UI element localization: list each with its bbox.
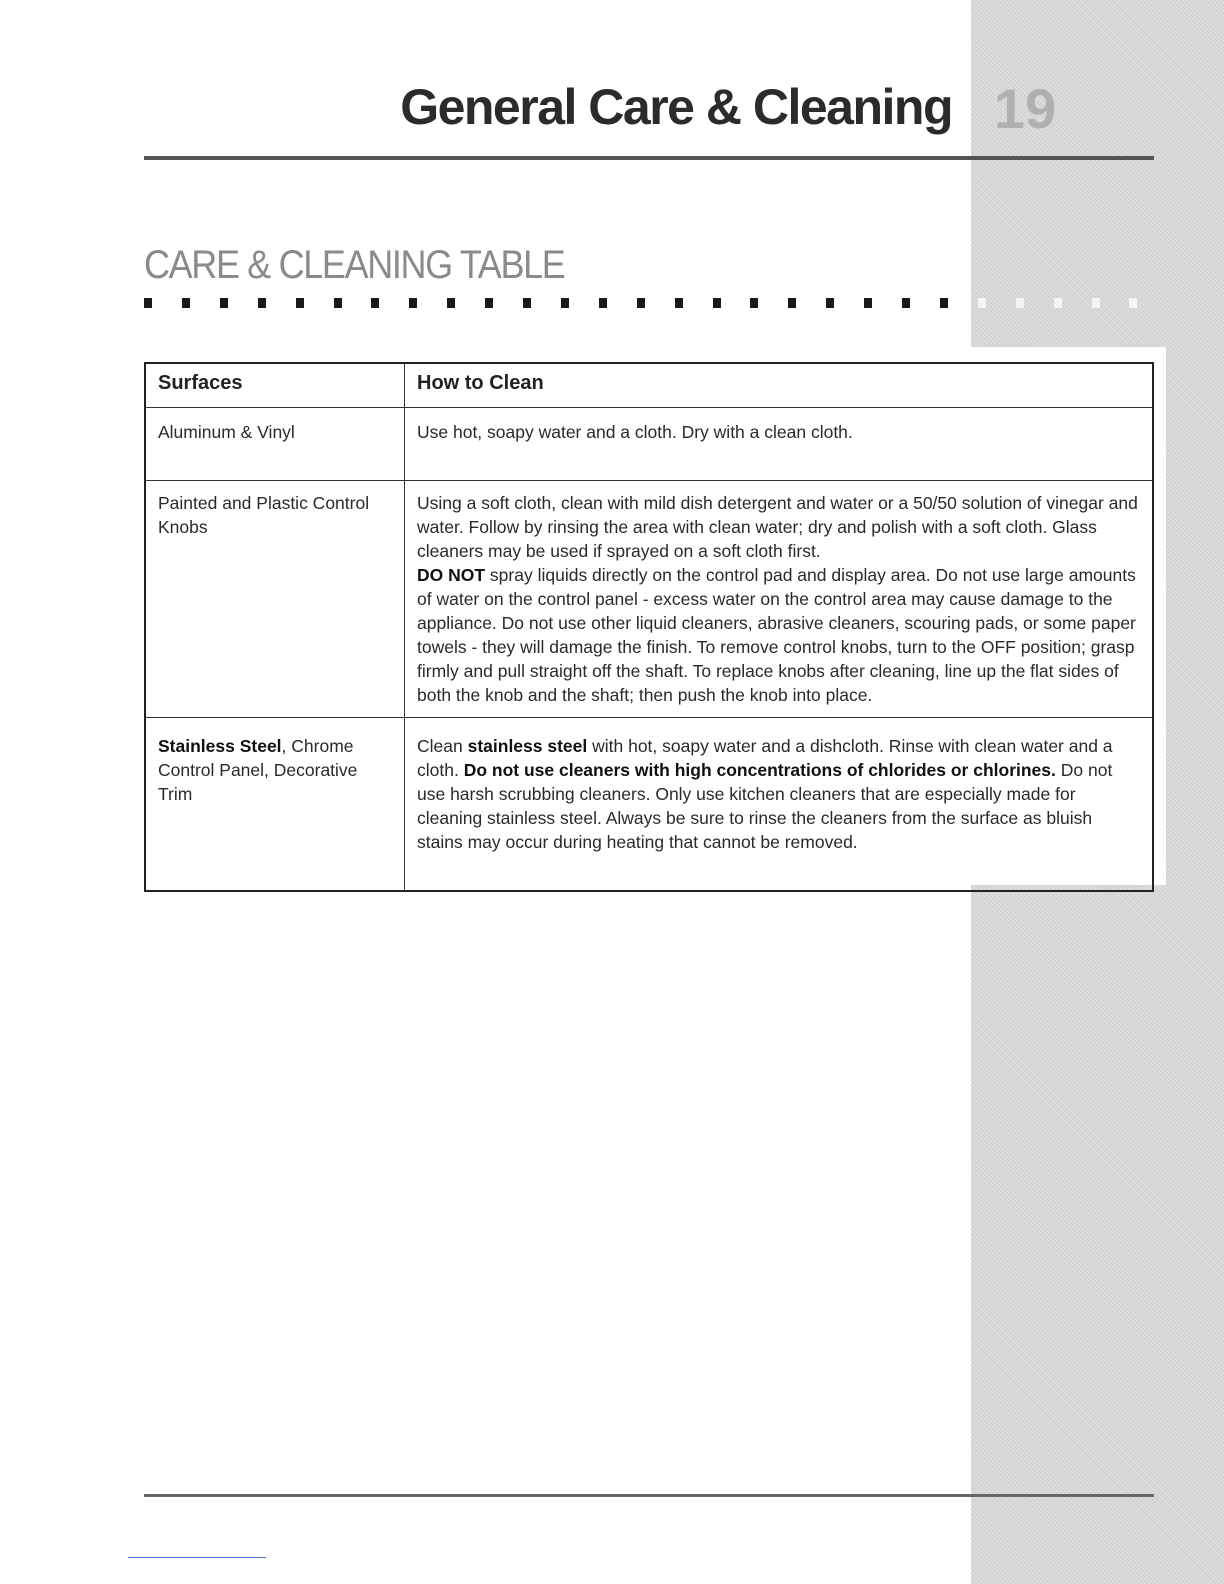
separator-square: [978, 298, 986, 308]
footer-divider: [144, 1494, 1154, 1497]
separator-square: [371, 298, 379, 308]
footer-underline: [128, 1557, 266, 1558]
separator-square: [561, 298, 569, 308]
separator-square: [485, 298, 493, 308]
surface-bold-label: Stainless Steel: [158, 735, 282, 756]
table-header-row: [145, 363, 1153, 407]
page-header-title: General Care & Cleaning: [400, 79, 952, 135]
section-title: CARE & CLEANING TABLE: [144, 243, 565, 287]
separator-square: [675, 298, 683, 308]
table-row: [145, 407, 1153, 480]
separator-square: [409, 298, 417, 308]
separator-square: [220, 298, 228, 308]
clean-text-mid: with hot, soapy water and a dishcloth. Rinse with clean water and a cloth.: [417, 735, 1113, 780]
surface-cell: Painted and Plastic Control Knobs: [145, 480, 405, 717]
separator-square: [637, 298, 645, 308]
separator-square: [1016, 298, 1024, 308]
separator-square: [334, 298, 342, 308]
table-row: [145, 480, 1153, 717]
how-to-clean-cell: [405, 480, 1154, 717]
separator-square: [902, 298, 910, 308]
surface-cell: [145, 717, 405, 891]
how-to-clean-cell: [405, 717, 1154, 891]
surface-label-rest: , Chrome Control Panel, Decorative Trim: [158, 735, 358, 804]
separator-square: [1054, 298, 1062, 308]
clean-instructions-text: Using a soft cloth, clean with mild dish detergent and water or a 50/50 solution of vinegar and water. Follow by rinsing the area with clean water; dry and polish with a soft cloth. Glass cleaners may be used if sprayed on a soft cloth first.: [417, 492, 1138, 561]
surface-cell: Aluminum & Vinyl: [145, 407, 405, 480]
separator-square: [1129, 298, 1137, 308]
separator-square: [713, 298, 721, 308]
separator-square: [523, 298, 531, 308]
clean-text-prefix: Clean: [417, 735, 468, 756]
column-header-surfaces: Surfaces: [145, 363, 405, 407]
separator-square: [940, 298, 948, 308]
separator-square: [182, 298, 190, 308]
separator-square: [144, 298, 152, 308]
column-header-how-to-clean: How to Clean: [405, 363, 1154, 407]
separator-square: [788, 298, 796, 308]
page-number: 19: [993, 77, 1057, 140]
how-to-clean-cell: Use hot, soapy water and a cloth. Dry with a clean cloth.: [405, 407, 1154, 480]
separator-square: [1092, 298, 1100, 308]
separator-square: [826, 298, 834, 308]
table-row: [145, 717, 1153, 891]
separator-square: [296, 298, 304, 308]
care-cleaning-table: [144, 362, 1154, 892]
separator-square: [447, 298, 455, 308]
clean-text-suffix: Do not use harsh scrubbing cleaners. Only use kitchen cleaners that are especially made for cleaning stainless steel. Always be sure to rinse the cleaners from the surface as bluish stains may occur during heating that cannot be removed.: [417, 759, 1113, 852]
separator-square: [599, 298, 607, 308]
header-divider: [144, 156, 1154, 160]
do-not-warning: DO NOT: [417, 564, 486, 585]
separator-square: [750, 298, 758, 308]
dotted-separator: [144, 298, 1164, 308]
separator-square: [864, 298, 872, 308]
warning-text: spray liquids directly on the control pad and display area. Do not use large amounts of water on the control panel - excess water on the control area may cause damage to the appliance. Do not use other liquid cleaners, abrasive cleaners, scouring pads, or some paper towels - they will damage the finish. To remove control knobs, turn to the OFF position; grasp firmly and pull straight off the shaft. To replace knobs after cleaning, line up the flat sides of both the knob and the shaft; then push the knob into place.: [417, 564, 1136, 705]
separator-square: [258, 298, 266, 308]
chlorides-warning: Do not use cleaners with high concentrations of chlorides or chlorines.: [463, 759, 1056, 780]
stainless-steel-bold: stainless steel: [467, 735, 588, 756]
